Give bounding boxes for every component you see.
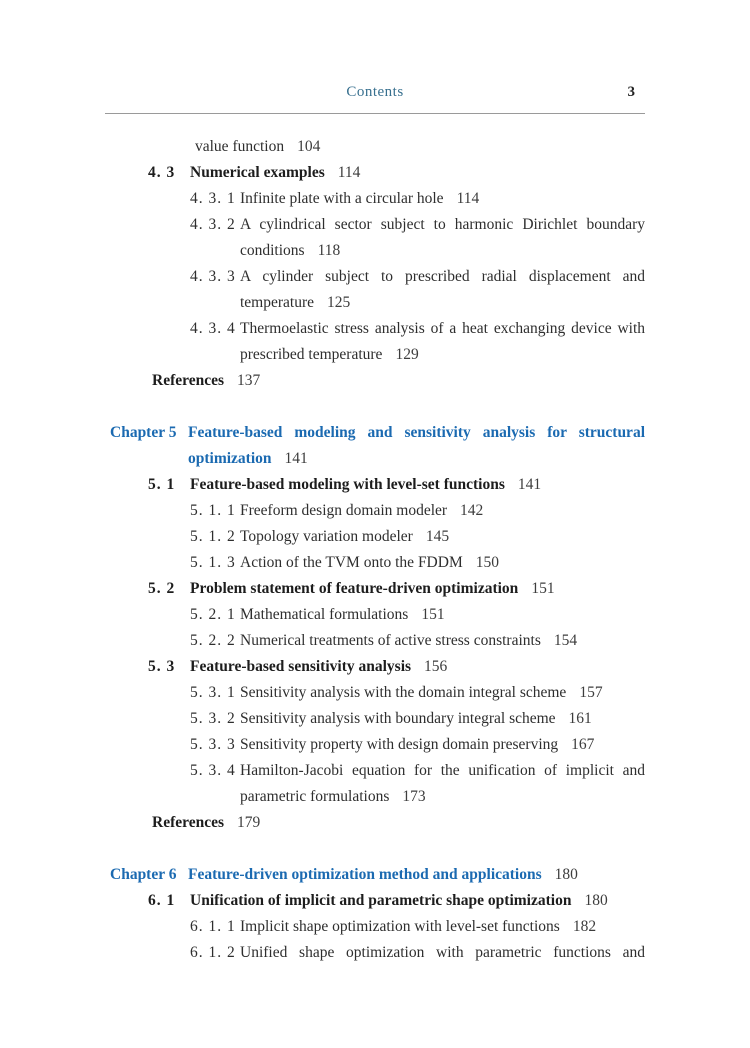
entry-page-number: 182 bbox=[572, 918, 597, 935]
entry-page-number: 125 bbox=[327, 294, 351, 311]
entry-page-number: 154 bbox=[553, 632, 578, 649]
entry-page-number: 161 bbox=[568, 710, 592, 727]
entry-title: Sensitivity property with design domain preserving bbox=[240, 736, 559, 753]
toc-entry-subsection bbox=[105, 914, 645, 940]
entry-title: Action of the TVM onto the FDDM bbox=[240, 554, 463, 571]
entry-page-number: 180 bbox=[584, 892, 608, 909]
toc-entry-subsection bbox=[105, 498, 645, 524]
entry-page-number: 129 bbox=[395, 346, 419, 363]
toc-entry-subsection bbox=[105, 186, 645, 212]
page-number: 3 bbox=[627, 84, 635, 100]
entry-number: 5. 1. 2 bbox=[190, 528, 236, 545]
entry-title: Feature-driven optimization method and applications bbox=[188, 866, 542, 883]
entry-title: value function bbox=[195, 138, 285, 155]
entry-page-number: 167 bbox=[571, 736, 595, 753]
page-content bbox=[105, 0, 645, 966]
toc-entry-section bbox=[105, 654, 645, 680]
entry-title: Mathematical formulations bbox=[240, 606, 409, 623]
toc-entry-subsection bbox=[105, 316, 645, 368]
entry-number: 4. 3. 4 bbox=[190, 320, 236, 337]
toc-entry-section bbox=[105, 472, 645, 498]
entry-title: Thermoelastic stress analysis of a heat exchanging device with prescribed temperature bbox=[240, 320, 645, 363]
entry-number: 5. 2 bbox=[148, 580, 176, 597]
header-rule bbox=[105, 113, 645, 114]
toc-entry-section bbox=[105, 160, 645, 186]
entry-title: Feature-based modeling and sensitivity analysis for structural optimization bbox=[188, 424, 645, 467]
entry-number: 4. 3. 2 bbox=[190, 216, 236, 233]
entry-page-number: 114 bbox=[337, 164, 361, 181]
toc-entry-subsection bbox=[105, 212, 645, 264]
entry-page-number: 141 bbox=[284, 450, 308, 467]
entry-page-number: 141 bbox=[517, 476, 542, 493]
toc-entry-subsection bbox=[105, 264, 645, 316]
entry-number: 5. 2. 2 bbox=[190, 632, 236, 649]
entry-number: 5. 3. 2 bbox=[190, 710, 236, 727]
entry-page-number: 179 bbox=[237, 814, 261, 831]
entry-number: Chapter 5 bbox=[110, 424, 177, 441]
entry-title: Unified shape optimization with parametric functions and bbox=[240, 944, 645, 961]
entry-title: Freeform design domain modeler bbox=[240, 502, 448, 519]
entry-title: References bbox=[152, 814, 225, 831]
entry-title: Sensitivity analysis with the domain integral scheme bbox=[240, 684, 567, 701]
toc-entry-subsection bbox=[105, 758, 645, 810]
toc-entry-chapter bbox=[105, 862, 645, 888]
entry-page-number: 180 bbox=[554, 866, 578, 883]
entry-page-number: 151 bbox=[531, 580, 555, 597]
toc-entry-section bbox=[105, 576, 645, 602]
entry-page-number: 137 bbox=[237, 372, 261, 389]
toc-list bbox=[105, 134, 645, 966]
running-head-title: Contents bbox=[346, 84, 404, 100]
entry-number: 5. 2. 1 bbox=[190, 606, 236, 623]
entry-title: References bbox=[152, 372, 225, 389]
entry-title: Implicit shape optimization with level-set functions bbox=[240, 918, 560, 935]
toc-entry-subsection bbox=[105, 602, 645, 628]
toc-entry-section bbox=[105, 888, 645, 914]
entry-number: 6. 1 bbox=[148, 892, 176, 909]
toc-entry-subsection bbox=[105, 706, 645, 732]
entry-page-number: 114 bbox=[456, 190, 480, 207]
entry-number: 4. 3 bbox=[148, 164, 176, 181]
toc-entry-subsection bbox=[105, 524, 645, 550]
entry-number: 5. 3 bbox=[148, 658, 176, 675]
entry-title: Hamilton-Jacobi equation for the unification of implicit and parametric formulations bbox=[240, 762, 645, 805]
page-header bbox=[105, 0, 645, 104]
entry-page-number: 173 bbox=[402, 788, 426, 805]
entry-number: Chapter 6 bbox=[110, 866, 177, 883]
entry-page-number: 156 bbox=[424, 658, 448, 675]
toc-entry-continuation bbox=[105, 134, 645, 160]
entry-number: 5. 1 bbox=[148, 476, 176, 493]
entry-number: 5. 1. 1 bbox=[190, 502, 236, 519]
entry-number: 5. 3. 3 bbox=[190, 736, 236, 753]
toc-entry-subsection bbox=[105, 628, 645, 654]
entry-page-number: 145 bbox=[425, 528, 450, 545]
entry-title: Feature-based modeling with level-set functions bbox=[190, 476, 505, 493]
entry-number: 5. 1. 3 bbox=[190, 554, 236, 571]
toc-entry-subsection bbox=[105, 732, 645, 758]
entry-title: A cylinder subject to prescribed radial displacement and temperature bbox=[240, 268, 645, 311]
entry-number: 5. 3. 4 bbox=[190, 762, 236, 779]
entry-title: Sensitivity analysis with boundary integral scheme bbox=[240, 710, 556, 727]
toc-entry-chapter bbox=[105, 420, 645, 472]
entry-title: A cylindrical sector subject to harmonic Dirichlet boundary conditions bbox=[240, 216, 645, 259]
entry-title: Numerical treatments of active stress constraints bbox=[240, 632, 541, 649]
entry-page-number: 118 bbox=[317, 242, 341, 259]
entry-title: Problem statement of feature-driven optimization bbox=[190, 580, 519, 597]
entry-title: Topology variation modeler bbox=[240, 528, 413, 545]
entry-number: 6. 1. 1 bbox=[190, 918, 236, 935]
toc-entry-references bbox=[105, 810, 645, 836]
entry-title: Infinite plate with a circular hole bbox=[240, 190, 444, 207]
entry-number: 6. 1. 2 bbox=[190, 944, 236, 961]
entry-page-number: 150 bbox=[475, 554, 499, 571]
entry-number: 4. 3. 3 bbox=[190, 268, 236, 285]
entry-title: Numerical examples bbox=[190, 164, 325, 181]
entry-number: 5. 3. 1 bbox=[190, 684, 236, 701]
entry-page-number: 142 bbox=[460, 502, 484, 519]
entry-title: Feature-based sensitivity analysis bbox=[190, 658, 412, 675]
toc-entry-subsection bbox=[105, 680, 645, 706]
entry-page-number: 151 bbox=[421, 606, 445, 623]
toc-entry-subsection bbox=[105, 940, 645, 966]
entry-page-number: 104 bbox=[297, 138, 321, 155]
entry-number: 4. 3. 1 bbox=[190, 190, 236, 207]
toc-entry-subsection bbox=[105, 550, 645, 576]
toc-entry-references bbox=[105, 368, 645, 394]
entry-page-number: 157 bbox=[579, 684, 603, 701]
entry-title: Unification of implicit and parametric shape optimization bbox=[190, 892, 572, 909]
